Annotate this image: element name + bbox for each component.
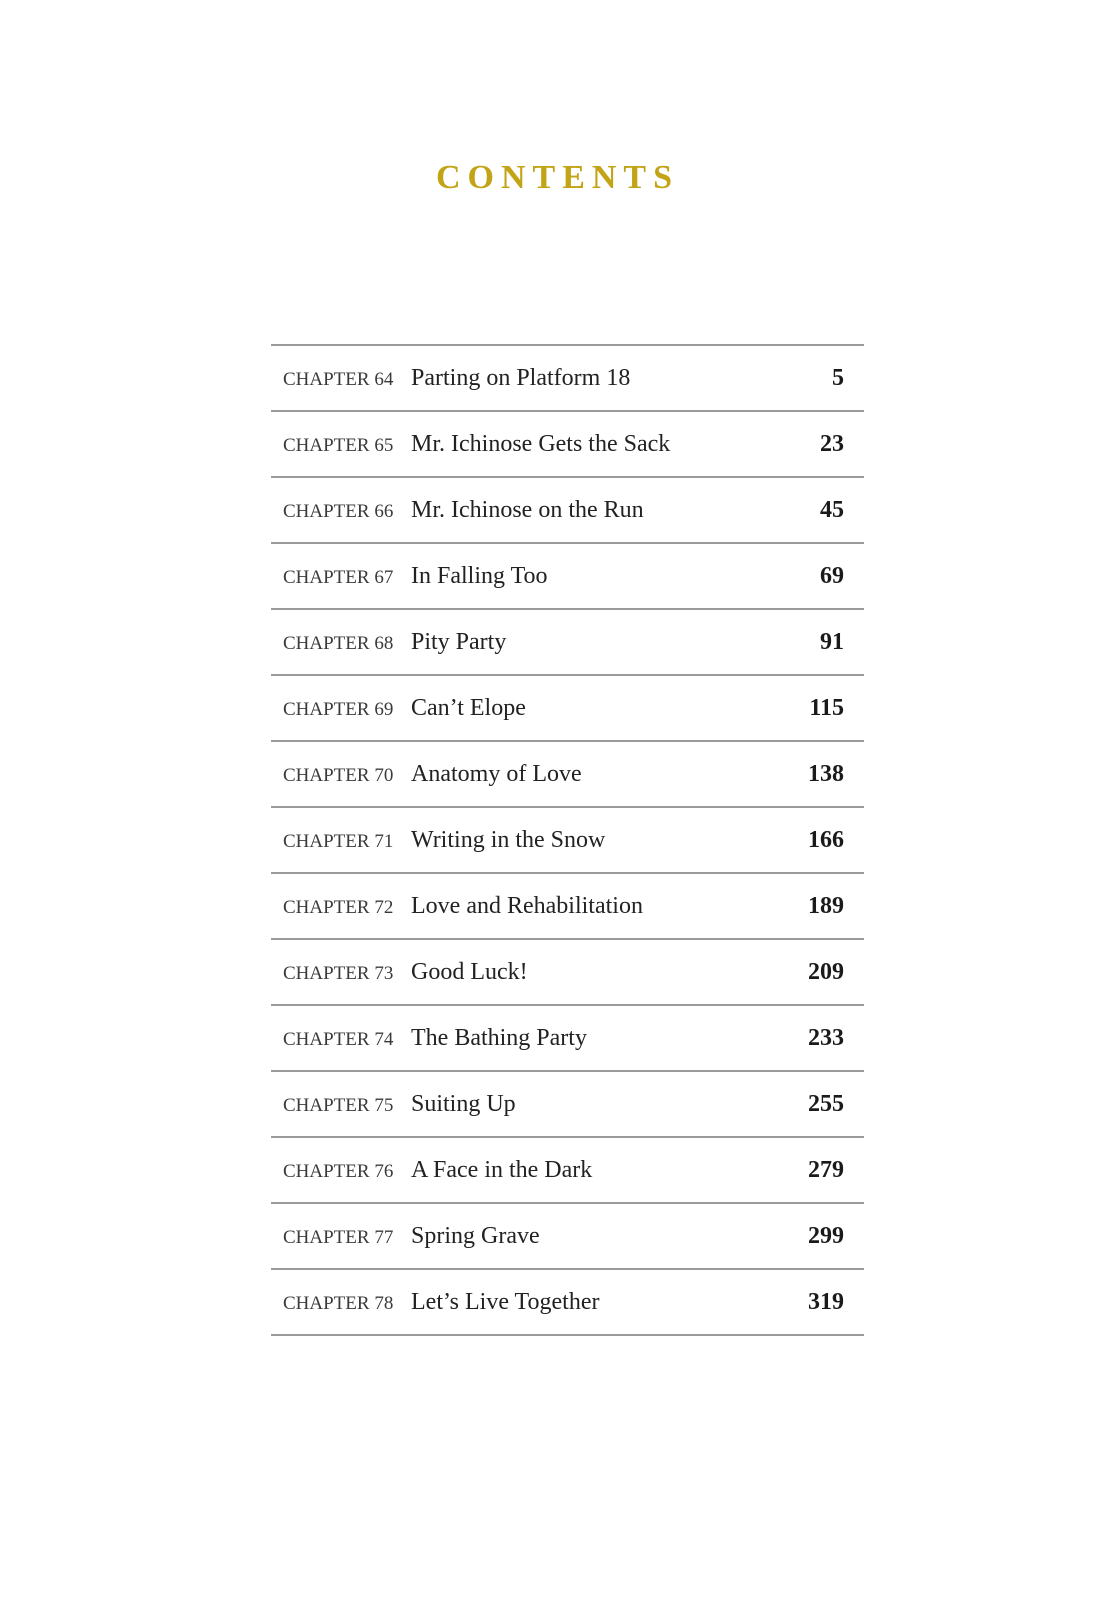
chapter-number: CHAPTER 73 bbox=[283, 963, 394, 984]
chapter-title[interactable]: Parting on Platform 18 bbox=[411, 365, 631, 391]
chapter-title[interactable]: Mr. Ichinose on the Run bbox=[411, 497, 644, 523]
toc-row[interactable] bbox=[271, 1006, 864, 1072]
toc-row[interactable] bbox=[271, 544, 864, 610]
chapter-title[interactable]: Suiting Up bbox=[411, 1091, 516, 1117]
chapter-number: CHAPTER 66 bbox=[283, 501, 394, 522]
toc-row[interactable] bbox=[271, 1072, 864, 1138]
chapter-title[interactable]: Can’t Elope bbox=[411, 695, 526, 721]
page-number: 5 bbox=[832, 365, 844, 391]
chapter-number: CHAPTER 67 bbox=[283, 567, 394, 588]
page-number: 91 bbox=[820, 629, 844, 655]
page-number: 233 bbox=[808, 1025, 844, 1051]
page-number: 115 bbox=[809, 695, 844, 721]
chapter-title[interactable]: A Face in the Dark bbox=[411, 1157, 593, 1183]
chapter-title[interactable]: Spring Grave bbox=[411, 1223, 540, 1249]
toc-row[interactable] bbox=[271, 610, 864, 676]
page-number: 209 bbox=[808, 959, 844, 985]
chapter-number: CHAPTER 65 bbox=[283, 435, 394, 456]
toc-row[interactable] bbox=[271, 742, 864, 808]
chapter-number: CHAPTER 71 bbox=[283, 831, 394, 852]
chapter-title[interactable]: Anatomy of Love bbox=[411, 761, 582, 787]
chapter-title[interactable]: Let’s Live Together bbox=[411, 1289, 600, 1315]
toc-row[interactable] bbox=[271, 412, 864, 478]
toc-row[interactable] bbox=[271, 808, 864, 874]
page-number: 69 bbox=[820, 563, 844, 589]
page-number: 45 bbox=[820, 497, 844, 523]
chapter-number: CHAPTER 72 bbox=[283, 897, 394, 918]
toc-row[interactable] bbox=[271, 874, 864, 940]
chapter-title[interactable]: Good Luck! bbox=[411, 959, 528, 985]
chapter-number: CHAPTER 76 bbox=[283, 1161, 394, 1182]
chapter-title[interactable]: Writing in the Snow bbox=[411, 827, 606, 853]
page-number: 255 bbox=[808, 1091, 844, 1117]
chapter-number: CHAPTER 64 bbox=[283, 369, 394, 390]
chapter-title[interactable]: Pity Party bbox=[411, 629, 507, 655]
chapter-title[interactable]: In Falling Too bbox=[411, 563, 548, 589]
chapter-title[interactable]: The Bathing Party bbox=[411, 1025, 587, 1051]
toc-row[interactable] bbox=[271, 1138, 864, 1204]
page-number: 189 bbox=[808, 893, 844, 919]
chapter-number: CHAPTER 69 bbox=[283, 699, 394, 720]
chapter-title[interactable]: Mr. Ichinose Gets the Sack bbox=[411, 431, 671, 457]
chapter-number: CHAPTER 68 bbox=[283, 633, 394, 654]
chapter-number: CHAPTER 74 bbox=[283, 1029, 394, 1050]
chapter-number: CHAPTER 77 bbox=[283, 1227, 394, 1248]
chapter-number: CHAPTER 78 bbox=[283, 1293, 394, 1314]
chapter-number: CHAPTER 75 bbox=[283, 1095, 394, 1116]
page-number: 299 bbox=[808, 1223, 844, 1249]
page-number: 279 bbox=[808, 1157, 844, 1183]
page-number: 23 bbox=[820, 431, 844, 457]
table-of-contents bbox=[271, 344, 864, 1336]
toc-row[interactable] bbox=[271, 940, 864, 1006]
page-number: 138 bbox=[808, 761, 844, 787]
toc-row[interactable] bbox=[271, 1204, 864, 1270]
page-title: CONTENTS bbox=[435, 159, 680, 196]
chapter-number: CHAPTER 70 bbox=[283, 765, 394, 786]
toc-row[interactable] bbox=[271, 676, 864, 742]
page-number: 319 bbox=[808, 1289, 844, 1315]
chapter-title[interactable]: Love and Rehabilitation bbox=[411, 893, 643, 919]
toc-row[interactable] bbox=[271, 478, 864, 544]
page-number: 166 bbox=[808, 827, 844, 853]
toc-row[interactable] bbox=[271, 346, 864, 412]
toc-row[interactable] bbox=[271, 1270, 864, 1336]
